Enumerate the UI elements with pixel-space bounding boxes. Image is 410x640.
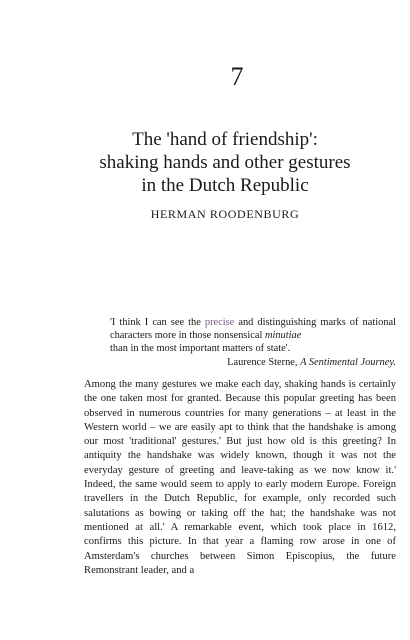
epigraph-attribution-work: A Sentimental Journey. <box>300 356 396 368</box>
epigraph-attribution-name: Laurence Sterne, <box>227 356 301 368</box>
chapter-title-line-3: in the Dutch Republic <box>141 175 309 196</box>
epigraph-attribution <box>110 356 396 369</box>
epigraph-quote-part-1: 'I think I can see the <box>110 317 205 328</box>
body-paragraph: Among the many gestures we make each day, shaking hands is certainly the one taken most for granted. Because this popular greeting has been observed in numerous countries for many generations – at least in the Western world – we are easily apt to think that the handshake is among our most 'traditional' gestures.' But just how old is this greeting? In antiquity the handshake was widely known, though it was not the everyday gesture of greeting and leave-taking as we now know it.' Indeed, the same would seem to apply to early modern Europe. Foreign travellers in the Dutch Republic, for example, only recorded such salutations as bowing or taking off the hat; the handshake was not mentioned at all.' A remarkable event, which took place in 1612, confirms this picture. In that year a flaming row arose in one of Amsterdam's churches between Simon Episcopius, the future Remonstrant leader, and a <box>84 379 396 576</box>
chapter-number: 7 <box>230 62 244 91</box>
chapter-title-line-2: shaking hands and other gestures <box>99 152 351 173</box>
epigraph-quote-highlight: precise <box>204 317 235 328</box>
chapter-title-line-1: The 'hand of friendship': <box>132 129 318 150</box>
author-name: HERMAN ROODENBURG <box>150 207 300 221</box>
epigraph-quote-italic: minutiae <box>264 330 302 342</box>
epigraph-quote-part-3: than in the most important matters of state'. <box>110 343 291 355</box>
epigraph-quote <box>110 316 396 356</box>
epigraph-quote-part-2: and distinguishing marks of national characters more in those nonsensical <box>110 317 396 342</box>
epigraph <box>110 316 396 369</box>
chapter-title <box>40 128 410 197</box>
